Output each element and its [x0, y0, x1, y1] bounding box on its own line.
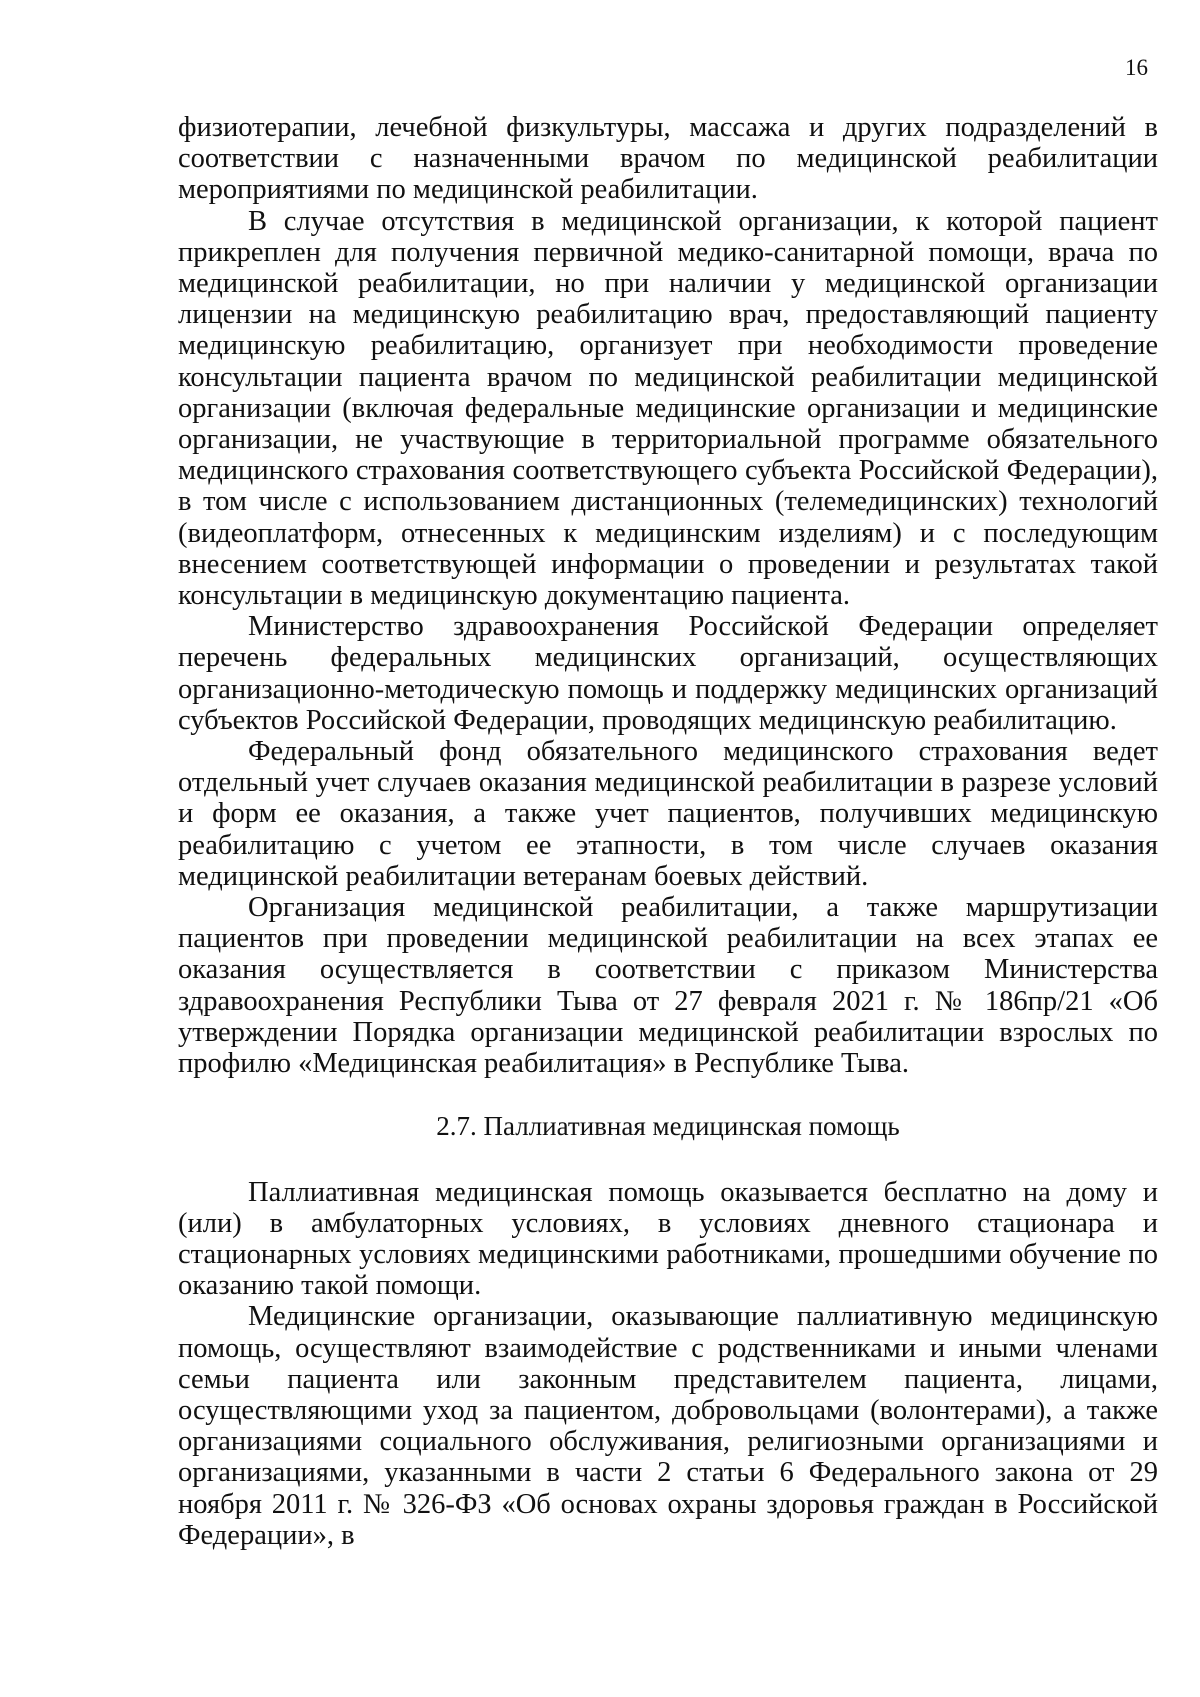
paragraph-consultation: В случае отсутствия в медицинской организации, к которой пациент прикреплен для получения первичной медико-санитарной помощи, врача по медицинской реабилитации, но при наличии у медицинской организации лицензии на медицинскую реабилитацию врач, предоставляющий пациенту медицинскую реабилитацию, организует при необходимости проведение консультации пациента врачом по медицинской реабилитации медицинской организации (включая федеральные медицинские организации и медицинские организации, не участвующие в территориальной программе обязательного медицинского страхования соответствующего субъекта Российской Федерации), в том числе с использованием дистанционных (телемедицинских) технологий (видеоплатформ, отнесенных к медицинским изделиям) и с последующим внесением соответствующей информации о проведении и результатах такой консультации в медицинскую документацию пациента.: [178, 205, 1158, 612]
document-body: [178, 112, 1158, 1551]
page-number: 16: [1125, 55, 1148, 80]
section-heading: 2.7. Паллиативная медицинская помощь: [436, 1111, 900, 1142]
paragraph-ministry: Министерство здравоохранения Российской Федерации определяет перечень федеральных медицинских организаций, осуществляющих организационно-методическую помощь и поддержку медицинских организаций субъектов Российской Федерации, проводящих медицинскую реабилитацию.: [178, 611, 1158, 736]
paragraph-interaction: Медицинские организации, оказывающие паллиативную медицинскую помощь, осуществляют взаимодействие с родственниками и иными членами семьи пациента или законным представителем пациента, лицами, осуществляющими уход за пациентом, добровольцами (волонтерами), а также организациями социального обслуживания, религиозными организациями и организациями, указанными в части 2 статьи 6 Федерального закона от 29 ноября 2011 г. № 326-ФЗ «Об основах охраны здоровья граждан в Российской Федерации», в: [178, 1301, 1158, 1551]
paragraph-organization: Организация медицинской реабилитации, а также маршрутизации пациентов при проведении медицинской реабилитации на всех этапах ее оказания осуществляется в соответствии с приказом Министерства здравоохранения Республики Тыва от 27 февраля 2021 г. № 186пр/21 «Об утверждении Порядка организации медицинской реабилитации взрослых по профилю «Медицинская реабилитация» в Республике Тыва.: [178, 892, 1158, 1080]
paragraph-palliative-care: Паллиативная медицинская помощь оказывается бесплатно на дому и (или) в амбулаторных условиях, в условиях дневного стационара и стационарных условиях медицинскими работниками, прошедшими обучение по оказанию такой помощи.: [178, 1176, 1158, 1302]
paragraph-fund: Федеральный фонд обязательного медицинского страхования ведет отдельный учет случаев оказания медицинской реабилитации в разрезе условий и форм ее оказания, а также учет пациентов, получивших медицинскую реабилитацию с учетом ее этапности, в том числе случаев оказания медицинской реабилитации ветеранам боевых действий.: [178, 736, 1158, 892]
paragraph-continuation: физиотерапии, лечебной физкультуры, массажа и других подразделений в соответствии с назначенными врачом по медицинской реабилитации мероприятиями по медицинской реабилитации.: [178, 112, 1158, 206]
